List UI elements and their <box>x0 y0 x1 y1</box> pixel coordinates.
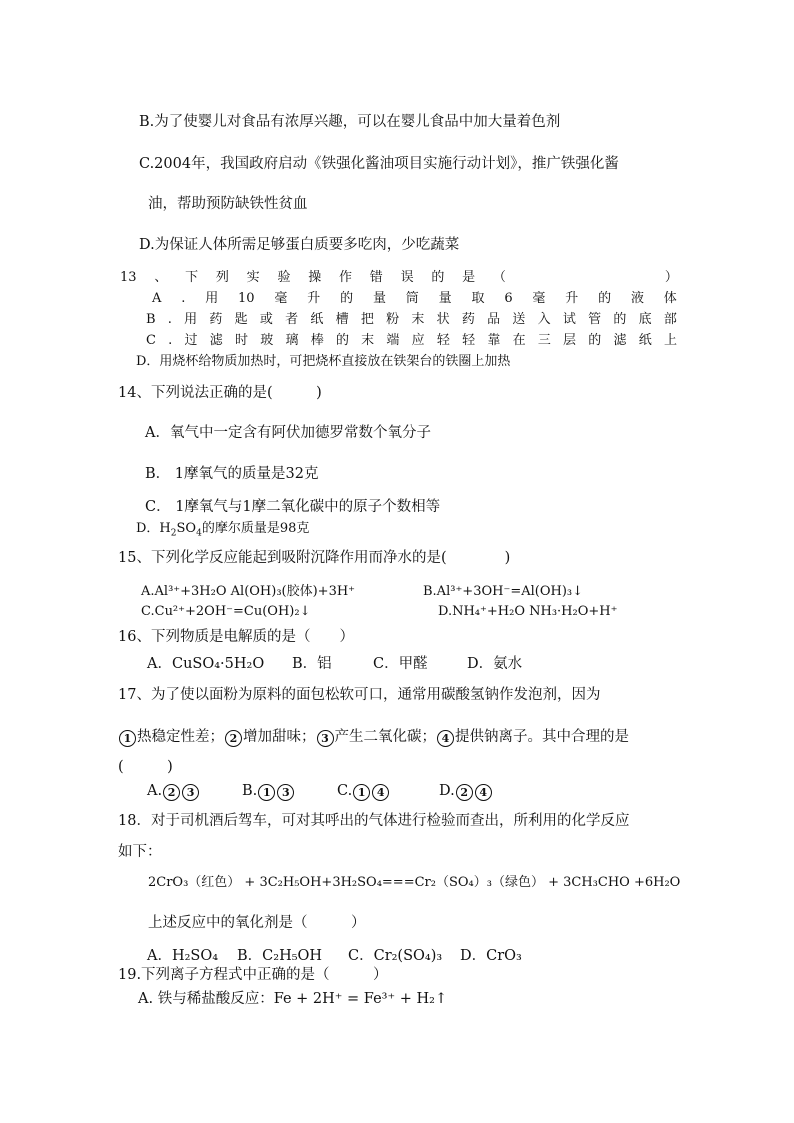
q13-option-c <box>146 332 677 350</box>
option-label: A. <box>147 783 163 799</box>
q13c-part: . <box>168 333 173 348</box>
q13-part: 下 <box>185 270 199 285</box>
q13c-part: 时 <box>235 333 249 348</box>
q17-option-a <box>147 782 200 801</box>
question-16: 16、下列物质是电解质的是（ ） <box>118 629 354 645</box>
q14d-suffix: 的摩尔质量是98克 <box>201 521 310 536</box>
q13b-part: 品 <box>487 312 501 327</box>
subscript: 2 <box>170 528 177 539</box>
q18-option-b: B．C₂H₅OH <box>237 948 323 964</box>
q13b-part: 入 <box>537 312 551 327</box>
q13b-part: 的 <box>613 312 627 327</box>
q13c-part: 玻 <box>260 333 274 348</box>
q13b-part: . <box>167 312 172 327</box>
q13a-part: 的 <box>340 291 354 306</box>
q13-part: 是 <box>462 270 476 285</box>
q13c-part: 轻 <box>436 333 450 348</box>
q13c-part: 滤 <box>209 333 223 348</box>
q13c-part: 末 <box>361 333 375 348</box>
circled-number: 4 <box>372 784 389 801</box>
q13b-part: 药 <box>209 312 223 327</box>
q13c-part: 层 <box>563 333 577 348</box>
q13-part: 错 <box>369 270 383 285</box>
q13-part: ） <box>664 270 678 285</box>
question-18: 18．对于司机酒后驾车，可对其呼出的气体进行检验而查出，所利用的化学反应 <box>118 813 630 829</box>
option-c-continuation: 油，帮助预防缺铁性贫血 <box>148 196 308 212</box>
reason-text: 产生二氧化碳； <box>334 729 436 745</box>
q13c-part: 轻 <box>462 333 476 348</box>
q13b-part: 末 <box>411 312 425 327</box>
q13-part: 列 <box>215 270 229 285</box>
option-label: C. <box>337 783 353 799</box>
q13-option-d: D．用烧杯给物质加热时，可把烧杯直接放在铁架台的铁圈上加热 <box>136 354 511 369</box>
q13a-part: 体 <box>663 291 677 306</box>
option-d-text: D.为保证人体所需足够蛋白质要多吃肉，少吃蔬菜 <box>139 237 460 253</box>
q13b-part: 状 <box>436 312 450 327</box>
q13b-part: 槽 <box>335 312 349 327</box>
reason-text: 热稳定性差； <box>137 729 224 745</box>
circled-number: 4 <box>437 730 454 747</box>
option-label: D. <box>439 783 455 799</box>
q13-part: 验 <box>277 270 291 285</box>
q13a-part: 的 <box>598 291 612 306</box>
reason-text: 增加甜味； <box>243 729 316 745</box>
q18-question: 上述反应中的氧化剂是（ ） <box>148 915 366 931</box>
q14-option-c: C． 1摩氧气与1摩二氧化碳中的原子个数相等 <box>145 499 441 515</box>
q13a-part: A <box>152 291 162 306</box>
q13c-part: 滤 <box>613 333 627 348</box>
q13b-part: 用 <box>184 312 198 327</box>
q13-option-b <box>146 311 677 329</box>
q13a-part: 筒 <box>405 291 419 306</box>
subscript: 4 <box>196 528 202 539</box>
q13-part: 作 <box>339 270 353 285</box>
q15-option-c: C.Cu²⁺+2OH⁻=Cu(OH)₂↓ <box>141 604 311 619</box>
q14-option-d <box>136 520 309 538</box>
q13b-part: 部 <box>663 312 677 327</box>
q14d-mid: SO <box>176 521 197 536</box>
q13b-part: 管 <box>588 312 602 327</box>
circled-number: 3 <box>182 784 199 801</box>
circled-number: 2 <box>456 784 473 801</box>
q13a-part: 10 <box>238 291 255 306</box>
q13c-part: 璃 <box>285 333 299 348</box>
q13a-part: 取 <box>471 291 485 306</box>
q18-option-a: A．H₂SO₄ <box>147 948 219 964</box>
circled-number: 4 <box>475 784 492 801</box>
q13a-part: 6 <box>504 291 513 306</box>
q16-option-b: B．铝 <box>292 656 332 672</box>
question-14: 14、下列说法正确的是( ) <box>118 385 322 401</box>
reason-text: 提供钠离子。其中合理的是 <box>455 729 629 745</box>
q13c-part: 靠 <box>487 333 501 348</box>
circled-number: 2 <box>225 730 242 747</box>
q13-part: 误 <box>400 270 414 285</box>
q18-option-c: C．Cr₂(SO₄)₃ <box>348 948 443 964</box>
q13b-part: 药 <box>461 312 475 327</box>
q17-reasons <box>118 728 629 747</box>
circled-number: 3 <box>277 784 294 801</box>
q17-option-c <box>337 782 390 801</box>
q13a-part: 升 <box>565 291 579 306</box>
q13b-part: 者 <box>285 312 299 327</box>
q13b-part: 匙 <box>234 312 248 327</box>
q13a-part: 量 <box>372 291 386 306</box>
q13c-part: 上 <box>663 333 677 348</box>
q17-option-d <box>439 782 493 801</box>
q14d-prefix: D．H <box>136 521 171 536</box>
q13-part: 实 <box>246 270 260 285</box>
circled-number: 3 <box>317 730 334 747</box>
q13a-part: . <box>181 291 186 306</box>
q15-option-d: D.NH₄⁺+H₂O NH₃·H₂O+H⁺ <box>438 604 618 619</box>
q13b-part: 或 <box>259 312 273 327</box>
q13-part: 、 <box>154 270 168 285</box>
q13a-part: 毫 <box>274 291 288 306</box>
q13-part: 13 <box>120 270 137 285</box>
question-13 <box>120 269 678 287</box>
q13c-part: 端 <box>386 333 400 348</box>
q18-option-d: D．CrO₃ <box>460 948 522 964</box>
q13a-part: 用 <box>205 291 219 306</box>
q13a-part: 量 <box>438 291 452 306</box>
q13b-part: B <box>146 312 156 327</box>
q13-part: 的 <box>431 270 445 285</box>
q17-answer-paren: ( ) <box>118 759 173 775</box>
option-label: B. <box>242 783 258 799</box>
question-17: 17、为了使以面粉为原料的面包松软可口，通常用碳酸氢钠作发泡剂，因为 <box>118 687 601 703</box>
q16-option-d: D．氨水 <box>467 656 523 672</box>
q13b-part: 把 <box>360 312 374 327</box>
q13b-part: 底 <box>638 312 652 327</box>
option-b-text: B.为了使婴儿对食品有浓厚兴趣，可以在婴儿食品中加大量着色剂 <box>139 114 561 130</box>
option-c-text: C.2004年，我国政府启动《铁强化酱油项目实施行动计划》，推广铁强化酱 <box>139 156 619 172</box>
q19-option-a: A. 铁与稀盐酸反应：Fe + 2H⁺ = Fe³⁺ + H₂↑ <box>138 991 448 1007</box>
q13a-part: 液 <box>630 291 644 306</box>
q13b-part: 送 <box>512 312 526 327</box>
q13a-part: 升 <box>307 291 321 306</box>
q13a-part: 毫 <box>532 291 546 306</box>
q13-part: 操 <box>308 270 322 285</box>
q14-option-b: B． 1摩氧气的质量是32克 <box>145 466 319 482</box>
q13-part: （ <box>492 270 506 285</box>
circled-number: 2 <box>163 784 180 801</box>
q13b-part: 粉 <box>386 312 400 327</box>
question-19: 19.下列离子方程式中正确的是（ ） <box>118 967 388 983</box>
answer-paren <box>493 269 678 287</box>
q13c-part: 三 <box>537 333 551 348</box>
q13c-part: 纸 <box>638 333 652 348</box>
q18-equation: 2CrO₃（红色） + 3C₂H₅OH+3H₂SO₄===Cr₂（SO₄）₃（绿色） + 3CH₃CHO +6H₂O <box>148 875 681 890</box>
q13c-part: 过 <box>184 333 198 348</box>
question-18-cont: 如下： <box>118 844 162 860</box>
circled-number: 1 <box>119 730 136 747</box>
circled-number: 1 <box>258 784 275 801</box>
q13c-part: 棒 <box>310 333 324 348</box>
q13b-part: 纸 <box>310 312 324 327</box>
q16-option-c: C．甲醛 <box>373 656 428 672</box>
q13c-part: 在 <box>512 333 526 348</box>
q13c-part: 的 <box>335 333 349 348</box>
q17-option-b <box>242 782 295 801</box>
q15-option-a: A.Al³⁺+3H₂O Al(OH)₃(胶体)+3H⁺ <box>141 584 356 599</box>
q13c-part: 应 <box>411 333 425 348</box>
q13c-part: C <box>146 333 156 348</box>
question-15: 15、下列化学反应能起到吸附沉降作用而净水的是( ) <box>118 550 511 566</box>
q13b-part: 试 <box>562 312 576 327</box>
q14-option-a: A．氧气中一定含有阿伏加德罗常数个氧分子 <box>145 425 431 441</box>
circled-number: 1 <box>353 784 370 801</box>
q13-option-a <box>152 290 677 308</box>
q13c-part: 的 <box>588 333 602 348</box>
q15-option-b: B.Al³⁺+3OH⁻=Al(OH)₃↓ <box>423 584 584 599</box>
q16-option-a: A．CuSO₄·5H₂O <box>147 656 265 672</box>
